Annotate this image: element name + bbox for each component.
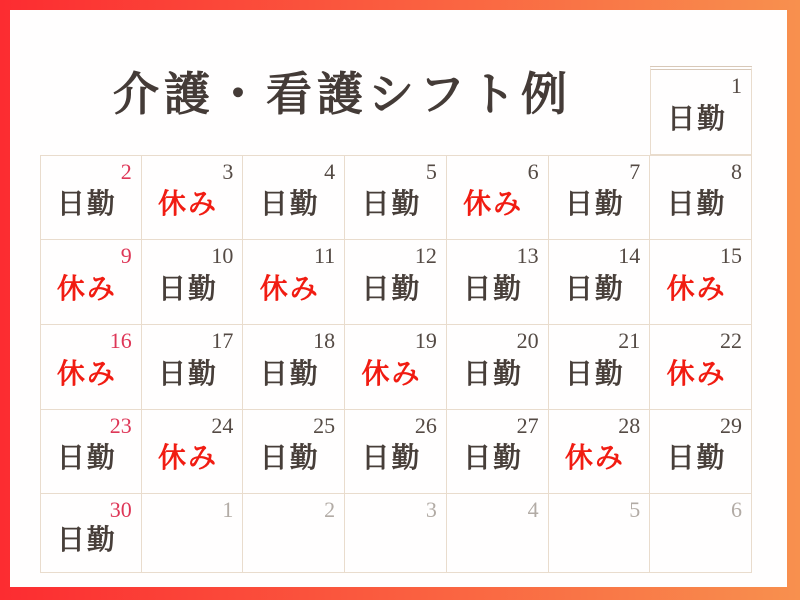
day-number: 4 [527,497,539,522]
calendar-cell-day-7 [549,155,651,240]
calendar-cell-day-5 [345,155,447,240]
day-number: 15 [720,243,742,268]
day-number: 30 [109,497,132,522]
day-number: 5 [629,497,641,522]
calendar-cell-day-3 [142,155,244,240]
calendar-cell-day-13 [447,240,549,325]
shift-label-day-shift: 日勤 [361,187,422,221]
calendar-cell-day-12 [345,240,447,325]
calendar-cell-day-4 [243,155,345,240]
shift-label-day-shift: 日勤 [56,187,117,221]
day-number: 27 [516,413,539,438]
calendar-cell-empty [447,66,549,155]
calendar-cell-day-15 [650,240,752,325]
day-number: 1 [731,73,742,98]
shift-label-day-shift: 日勤 [259,187,320,221]
calendar-cell-day-28 [549,410,651,494]
day-number: 1 [222,497,234,522]
day-number: 7 [629,159,641,184]
day-number: 19 [414,328,437,353]
shift-label-rest: 休み [463,187,524,221]
day-number: 6 [527,159,539,184]
shift-label-day-shift: 日勤 [463,272,524,306]
calendar-cell-day-10 [142,240,244,325]
calendar-cell-day-26 [345,410,447,494]
shift-label-rest: 休み [361,357,422,391]
day-number: 24 [211,413,234,438]
day-number: 11 [313,243,336,268]
calendar-cell-day-6 [447,155,549,240]
shift-label-day-shift: 日勤 [666,441,727,475]
shift-label-day-shift: 日勤 [361,441,422,475]
day-number: 10 [211,243,234,268]
page-title: 介護・看護シフト例 [113,67,572,121]
calendar-cell-day-29 [650,410,752,494]
day-number: 16 [109,328,132,353]
calendar-cell-day-14 [549,240,651,325]
day-number: 9 [120,243,132,268]
shift-label-rest: 休み [56,357,117,391]
shift-label-day-shift: 日勤 [361,272,422,306]
shift-calendar [40,66,752,573]
calendar-cell-day-4-next-month [447,494,549,573]
calendar-cell-day-30 [40,494,142,573]
calendar-cell-day-5-next-month [549,494,651,573]
shift-label-day-shift: 日勤 [463,357,524,391]
calendar-cell-day-1-next-month [142,494,244,573]
shift-label-rest: 休み [564,441,625,475]
calendar-cell-day-22 [650,325,752,410]
calendar-cell-empty [243,66,345,155]
calendar-panel [10,10,787,587]
day-number: 14 [618,243,641,268]
shift-label-day-shift: 日勤 [666,187,727,221]
calendar-cell-day-11 [243,240,345,325]
calendar-cell-day-6-next-month [650,494,752,573]
day-number: 2 [120,159,132,184]
day-number: 8 [731,159,742,184]
calendar-cell-day-25 [243,410,345,494]
shift-label-day-shift: 日勤 [259,441,320,475]
day-number: 21 [618,328,641,353]
calendar-cell-day-23 [40,410,142,494]
day-number: 26 [414,413,437,438]
calendar-cell-empty [142,66,244,155]
day-number: 20 [516,328,539,353]
day-number: 25 [313,413,336,438]
shift-label-day-shift: 日勤 [463,441,524,475]
day-number: 22 [720,328,742,353]
calendar-cell-day-3-next-month [345,494,447,573]
shift-label-rest: 休み [158,187,219,221]
calendar-cell-day-2 [40,155,142,240]
shift-label-day-shift: 日勤 [158,272,219,306]
calendar-cell-day-19 [345,325,447,410]
shift-label-day-shift: 日勤 [564,357,625,391]
calendar-cell-empty [345,66,447,155]
shift-label-day-shift: 日勤 [56,441,117,475]
day-number: 28 [618,413,641,438]
shift-label-day-shift: 日勤 [667,102,728,136]
day-number: 3 [222,159,234,184]
day-number: 12 [414,243,437,268]
day-number: 5 [425,159,437,184]
day-number: 17 [211,328,234,353]
shift-label-rest: 休み [259,272,320,306]
shift-label-rest: 休み [666,357,727,391]
shift-label-day-shift: 日勤 [564,187,625,221]
calendar-cell-empty [549,66,651,155]
calendar-cell-day-16 [40,325,142,410]
day-number: 23 [109,413,132,438]
day-number: 4 [324,159,336,184]
shift-label-day-shift: 日勤 [56,522,117,556]
day-number: 18 [313,328,336,353]
day-number: 6 [731,497,742,522]
shift-label-rest: 休み [56,272,117,306]
calendar-cell-day-1 [650,66,752,155]
calendar-cell-day-2-next-month [243,494,345,573]
calendar-cell-day-24 [142,410,244,494]
shift-label-day-shift: 日勤 [564,272,625,306]
shift-label-rest: 休み [158,441,219,475]
calendar-cell-day-8 [650,155,752,240]
calendar-cell-day-27 [447,410,549,494]
shift-label-day-shift: 日勤 [259,357,320,391]
shift-label-rest: 休み [666,272,727,306]
calendar-cell-day-20 [447,325,549,410]
day-number: 3 [425,497,437,522]
shift-label-day-shift: 日勤 [158,357,219,391]
day-number: 13 [516,243,539,268]
calendar-cell-day-18 [243,325,345,410]
calendar-cell-day-21 [549,325,651,410]
calendar-cell-day-17 [142,325,244,410]
day-number: 2 [324,497,336,522]
calendar-cell-empty [40,66,142,155]
calendar-cell-day-9 [40,240,142,325]
day-number: 29 [720,413,742,438]
